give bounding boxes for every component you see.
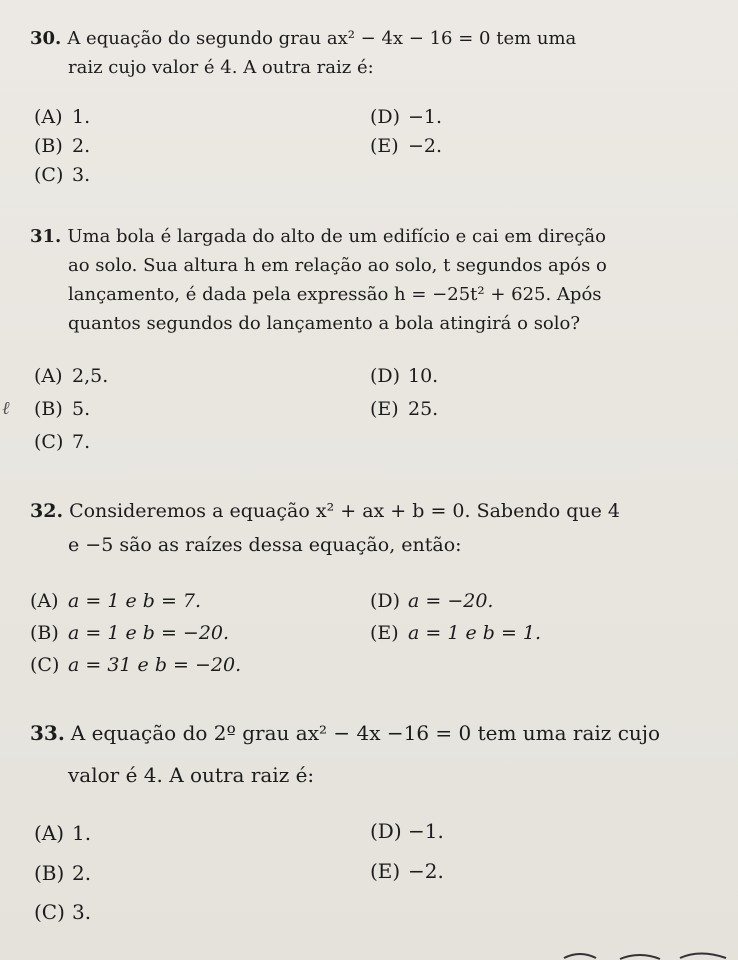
stem-line: Uma bola é largada do alto de um edifício e cai em direção (67, 226, 606, 247)
stem-line: valor é 4. A outra raiz é: (68, 763, 315, 787)
option-c: (C) 3. (34, 900, 92, 924)
option-b: (B) 2. (34, 135, 91, 157)
stem-line: A equação do segundo grau ax² − 4x − 16 = 0 tem uma (67, 28, 577, 49)
stem-line: A equação do 2º grau ax² − 4x −16 = 0 tem uma raiz cujo (70, 721, 661, 745)
stem-line: lançamento, é dada pela expressão h = −25t² + 625. Após (68, 284, 602, 305)
question-31-stem (30, 222, 720, 338)
option-b: (B) 2. (34, 861, 92, 885)
option-c: (C) 7. (34, 431, 91, 453)
question-number: 30. (30, 28, 62, 49)
question-number: 33. (30, 721, 65, 745)
option-d: (D) −1. (370, 106, 443, 128)
option-b: (B) 5. (34, 398, 91, 420)
stem-line: quantos segundos do lançamento a bola atingirá o solo? (68, 313, 581, 334)
question-33-stem (30, 712, 720, 796)
option-a: (A) 1. (34, 106, 91, 128)
option-e: (E) 25. (370, 398, 439, 420)
option-e: (E) −2. (370, 135, 443, 157)
option-e: (E) −2. (370, 859, 444, 883)
option-c: (C) a = 31 e b = −20. (30, 654, 242, 676)
question-32-stem (30, 494, 720, 562)
option-a: (A) 1. (34, 821, 92, 845)
stem-line: Consideremos a equação x² + ax + b = 0. Sabendo que 4 (69, 500, 620, 522)
question-number: 31. (30, 226, 62, 247)
option-c: (C) 3. (34, 164, 91, 186)
stem-line: e −5 são as raízes dessa equação, então: (68, 534, 462, 556)
stem-line: ao solo. Sua altura h em relação ao solo, t segundos após o (68, 255, 607, 276)
option-a: (A) a = 1 e b = 7. (30, 590, 202, 612)
option-d: (D) 10. (370, 365, 439, 387)
question-number: 32. (30, 500, 64, 522)
cropped-text-fragment (560, 948, 730, 960)
option-b: (B) a = 1 e b = −20. (30, 622, 230, 644)
option-a: (A) 2,5. (34, 365, 109, 387)
option-d: (D) −1. (370, 819, 444, 843)
question-30-stem (30, 24, 720, 82)
option-e: (E) a = 1 e b = 1. (370, 622, 542, 644)
handwritten-mark: ℓ (2, 398, 10, 419)
stem-line: raiz cujo valor é 4. A outra raiz é: (68, 57, 374, 78)
option-d: (D) a = −20. (370, 590, 494, 612)
